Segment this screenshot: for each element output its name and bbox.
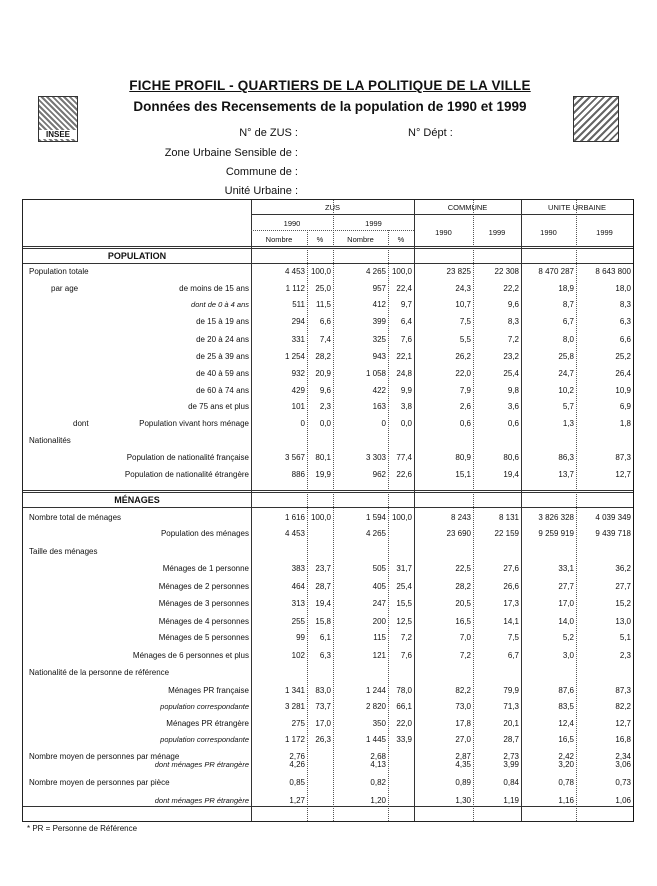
- table-cell: 511: [292, 300, 305, 309]
- table-cell: 505: [372, 564, 386, 573]
- table-cell: 71,3: [503, 702, 519, 711]
- row-sublabel: Ménages de 6 personnes et plus: [132, 651, 249, 660]
- table-cell: 28,7: [315, 582, 331, 591]
- year-zus-1990: 1990: [283, 219, 301, 228]
- table-cell: 8 131: [498, 513, 519, 522]
- table-cell: 4 453: [284, 529, 305, 538]
- table-cell: 8,3: [507, 317, 519, 326]
- dept-number-label: N° Dépt :: [408, 127, 453, 139]
- table-cell: 2,6: [459, 402, 471, 411]
- table-cell: 4 265: [365, 267, 386, 276]
- table-cell: 25,4: [396, 582, 412, 591]
- table-cell: 23 690: [446, 529, 471, 538]
- table-cell: 100,0: [310, 513, 331, 522]
- table-cell: 22,4: [396, 284, 412, 293]
- table-cell: 24,8: [396, 369, 412, 378]
- table-cell: 66,1: [396, 702, 412, 711]
- table-cell: 18,9: [558, 284, 574, 293]
- sub-nombre-1990: Nombre: [265, 235, 293, 244]
- table-cell: 28,7: [503, 735, 519, 744]
- table-cell: 943: [372, 352, 386, 361]
- table-cell: 2,68: [370, 752, 386, 761]
- table-cell: 80,1: [315, 453, 331, 462]
- table-cell: 957: [372, 284, 386, 293]
- row-label: Nationalité de la personne de référence: [29, 668, 170, 677]
- table-cell: 247: [372, 599, 386, 608]
- row-sublabel: population correspondante: [160, 735, 249, 744]
- table-cell: 886: [291, 470, 305, 479]
- table-cell: 0,85: [289, 778, 305, 787]
- table-cell: 383: [291, 564, 305, 573]
- table-cell: 6,1: [319, 633, 331, 642]
- table-cell: 102: [291, 651, 305, 660]
- table-cell: 19,9: [315, 470, 331, 479]
- table-cell: 25,2: [615, 352, 631, 361]
- table-cell: 24,3: [455, 284, 471, 293]
- table-cell: 0: [381, 419, 386, 428]
- table-cell: 7,0: [459, 633, 471, 642]
- table-cell: 0,0: [319, 419, 331, 428]
- table-cell: 1 172: [284, 735, 305, 744]
- table-cell: 464: [291, 582, 305, 591]
- sub-pct-1990: %: [316, 235, 324, 244]
- table-cell: 9,6: [319, 386, 331, 395]
- table-cell: 28,2: [455, 582, 471, 591]
- table-cell: 83,0: [315, 686, 331, 695]
- table-cell: 1,20: [370, 796, 386, 805]
- table-cell: 1,19: [503, 796, 519, 805]
- table-cell: 22,0: [396, 719, 412, 728]
- row-sublabel: dont ménages PR étrangère: [154, 760, 249, 769]
- table-cell: 99: [296, 633, 305, 642]
- table-cell: 1 244: [365, 686, 386, 695]
- table-cell: 7,4: [319, 335, 331, 344]
- table-cell: 2,3: [619, 651, 631, 660]
- table-cell: 6,6: [319, 317, 331, 326]
- table-cell: 3,6: [507, 402, 519, 411]
- table-cell: 4 265: [365, 529, 386, 538]
- table-cell: 255: [291, 617, 305, 626]
- table-cell: 83,5: [558, 702, 574, 711]
- table-cell: 6,3: [319, 651, 331, 660]
- table-cell: 1,16: [558, 796, 574, 805]
- table-cell: 7,6: [400, 651, 412, 660]
- table-cell: 100,0: [391, 513, 412, 522]
- row-sublabel: de 25 à 39 ans: [196, 352, 249, 361]
- table-cell: 87,3: [615, 453, 631, 462]
- table-cell: 0,84: [503, 778, 519, 787]
- table-cell: 25,4: [503, 369, 519, 378]
- row-label: Nombre total de ménages: [29, 513, 122, 522]
- table-cell: 12,7: [615, 470, 631, 479]
- table-cell: 3,0: [562, 651, 574, 660]
- table-cell: 18,0: [615, 284, 631, 293]
- table-cell: 0,89: [455, 778, 471, 787]
- table-cell: 8,3: [619, 300, 631, 309]
- table-cell: 26,3: [315, 735, 331, 744]
- table-cell: 13,7: [558, 470, 574, 479]
- table-cell: 15,1: [455, 470, 471, 479]
- table-cell: 16,5: [455, 617, 471, 626]
- zus-number-label: N° de ZUS :: [239, 127, 298, 139]
- table-cell: 19,4: [315, 599, 331, 608]
- table-cell: 7,9: [459, 386, 471, 395]
- table-cell: 24,7: [558, 369, 574, 378]
- table-cell: 23,2: [503, 352, 519, 361]
- table-cell: 26,2: [455, 352, 471, 361]
- year-commune-1999: 1999: [488, 228, 506, 237]
- table-cell: 405: [372, 582, 386, 591]
- insee-logo: [38, 96, 78, 142]
- ville-logo: [573, 96, 619, 142]
- table-cell: 16,5: [558, 735, 574, 744]
- table-cell: 1 254: [284, 352, 305, 361]
- table-cell: 4,13: [370, 760, 386, 769]
- table-cell: 11,5: [316, 300, 331, 309]
- table-cell: 22,1: [396, 352, 412, 361]
- table-cell: 7,5: [507, 633, 519, 642]
- row-sublabel: de moins de 15 ans: [179, 284, 249, 293]
- row-sublabel: dont de 0 à 4 ans: [191, 300, 249, 309]
- table-cell: 16,8: [615, 735, 631, 744]
- table-cell: 22,0: [455, 369, 471, 378]
- table-cell: 26,6: [503, 582, 519, 591]
- table-cell: 15,5: [396, 599, 412, 608]
- row-sublabel: de 15 à 19 ans: [196, 317, 249, 326]
- table-cell: 17,8: [455, 719, 471, 728]
- table-cell: 0,6: [507, 419, 519, 428]
- table-cell: 82,2: [615, 702, 631, 711]
- table-cell: 3 567: [284, 453, 305, 462]
- table-cell: 2,34: [615, 752, 631, 761]
- table-cell: 429: [291, 386, 305, 395]
- row-sublabel: de 75 ans et plus: [188, 402, 249, 411]
- table-cell: 0,73: [615, 778, 631, 787]
- table-cell: 0,0: [400, 419, 412, 428]
- table-cell: 5,1: [619, 633, 631, 642]
- table-cell: 4,35: [455, 760, 471, 769]
- table-cell: 73,7: [315, 702, 331, 711]
- table-cell: 22,5: [455, 564, 471, 573]
- table-cell: 1,06: [615, 796, 631, 805]
- table-cell: 8,0: [562, 335, 574, 344]
- table-cell: 294: [291, 317, 305, 326]
- row-sublabel: Population des ménages: [160, 529, 249, 538]
- table-cell: 25,8: [558, 352, 574, 361]
- table-cell: 331: [291, 335, 305, 344]
- table-cell: 1,27: [289, 796, 305, 805]
- row-sublabel: de 40 à 59 ans: [196, 369, 249, 378]
- row-label: Taille des ménages: [29, 547, 98, 556]
- row-sublabel: Ménages de 2 personnes: [158, 582, 249, 591]
- table-cell: 2,87: [455, 752, 471, 761]
- row-sublabel: population correspondante: [160, 702, 249, 711]
- table-cell: 200: [372, 617, 386, 626]
- table-cell: 10,2: [558, 386, 574, 395]
- table-cell: 27,7: [615, 582, 631, 591]
- table-cell: 7,5: [459, 317, 471, 326]
- table-cell: 8 243: [450, 513, 471, 522]
- table-cell: 22 308: [494, 267, 519, 276]
- table-cell: 20,1: [503, 719, 519, 728]
- row-label: Nationalités: [29, 436, 71, 445]
- table-cell: 22,2: [503, 284, 519, 293]
- row-sublabel: Population de nationalité française: [126, 453, 249, 462]
- group-commune: COMMUNE: [447, 203, 488, 212]
- table-cell: 19,4: [503, 470, 519, 479]
- table-cell: 9,8: [507, 386, 519, 395]
- table-cell: 1,30: [455, 796, 471, 805]
- table-cell: 13,0: [615, 617, 631, 626]
- table-cell: 100,0: [310, 267, 331, 276]
- table-cell: 3 303: [365, 453, 386, 462]
- table-cell: 313: [291, 599, 305, 608]
- table-cell: 1 058: [365, 369, 386, 378]
- table-cell: 4 039 349: [595, 513, 631, 522]
- table-cell: 0,82: [370, 778, 386, 787]
- row-sublabel: dont ménages PR étrangère: [154, 796, 249, 805]
- table-cell: 1,8: [619, 419, 631, 428]
- row-sublabel: Population de nationalité étrangère: [124, 470, 249, 479]
- table-cell: 87,6: [558, 686, 574, 695]
- table-cell: 9,6: [507, 300, 519, 309]
- table-cell: 3,06: [615, 760, 631, 769]
- table-cell: 12,5: [396, 617, 412, 626]
- table-cell: 20,5: [455, 599, 471, 608]
- table-cell: 14,1: [503, 617, 519, 626]
- row-sublabel: de 60 à 74 ans: [196, 386, 249, 395]
- table-cell: 275: [291, 719, 305, 728]
- table-cell: 3,20: [558, 760, 574, 769]
- table-cell: 80,9: [455, 453, 471, 462]
- table-cell: 6,6: [619, 335, 631, 344]
- table-cell: 27,7: [558, 582, 574, 591]
- table-cell: 10,7: [455, 300, 471, 309]
- table-cell: 12,7: [615, 719, 631, 728]
- group-zus: ZUS: [325, 203, 340, 212]
- table-cell: 23 825: [446, 267, 471, 276]
- table-cell: 5,2: [562, 633, 574, 642]
- section-menages: MÉNAGES: [114, 495, 160, 505]
- table-cell: 31,7: [396, 564, 412, 573]
- table-cell: 8,7: [562, 300, 574, 309]
- table-cell: 9,9: [400, 386, 412, 395]
- table-cell: 6,7: [507, 651, 519, 660]
- row-sublabel: Ménages de 3 personnes: [158, 599, 249, 608]
- table-cell: 1 112: [285, 284, 305, 293]
- table-cell: 6,3: [619, 317, 631, 326]
- table-cell: 78,0: [396, 686, 412, 695]
- table-cell: 27,0: [455, 735, 471, 744]
- table-cell: 73,0: [455, 702, 471, 711]
- data-table: [22, 199, 634, 822]
- table-cell: 27,6: [503, 564, 519, 573]
- table-cell: 0,78: [558, 778, 574, 787]
- table-cell: 6,4: [400, 317, 412, 326]
- table-cell: 87,3: [615, 686, 631, 695]
- table-cell: 4 453: [284, 267, 305, 276]
- table-cell: 1 445: [365, 735, 386, 744]
- table-cell: 7,2: [400, 633, 412, 642]
- row-label: Nombre moyen de personnes par pièce: [29, 778, 170, 787]
- row-sublabel: Ménages de 5 personnes: [158, 633, 249, 642]
- table-cell: 82,2: [455, 686, 471, 695]
- table-cell: 9 259 919: [538, 529, 574, 538]
- zus-name-label: Zone Urbaine Sensible de :: [164, 147, 298, 159]
- table-cell: 1,3: [562, 419, 574, 428]
- table-cell: 350: [372, 719, 386, 728]
- table-cell: 2,3: [319, 402, 331, 411]
- table-cell: 932: [291, 369, 305, 378]
- table-cell: 77,4: [396, 453, 412, 462]
- table-cell: 17,0: [315, 719, 331, 728]
- table-cell: 115: [373, 633, 386, 642]
- table-cell: 36,2: [615, 564, 631, 573]
- table-cell: 101: [291, 402, 305, 411]
- table-cell: 79,9: [503, 686, 519, 695]
- table-cell: 422: [372, 386, 386, 395]
- row-label: Population totale: [29, 267, 89, 276]
- table-cell: 23,7: [315, 564, 331, 573]
- table-cell: 3 281: [284, 702, 305, 711]
- row-sublabel: Ménages de 4 personnes: [158, 617, 249, 626]
- row-sublabel: Ménages PR française: [168, 686, 249, 695]
- table-cell: 325: [372, 335, 386, 344]
- commune-label: Commune de :: [225, 166, 298, 178]
- sub-nombre-1999: Nombre: [347, 235, 374, 244]
- table-cell: 3,99: [503, 760, 519, 769]
- table-cell: 33,1: [558, 564, 574, 573]
- table-cell: 7,2: [459, 651, 471, 660]
- table-cell: 22 159: [494, 529, 519, 538]
- table-cell: 80,6: [503, 453, 519, 462]
- table-cell: 7,6: [400, 335, 412, 344]
- table-cell: 7,2: [507, 335, 519, 344]
- table-cell: 962: [372, 470, 386, 479]
- table-cell: 10,9: [615, 386, 631, 395]
- table-cell: 2 820: [365, 702, 386, 711]
- table-cell: 100,0: [391, 267, 412, 276]
- footnote: * PR = Personne de Référence: [27, 824, 138, 833]
- table-cell: 0,6: [459, 419, 471, 428]
- table-cell: 399: [372, 317, 386, 326]
- table-cell: 1 594: [365, 513, 386, 522]
- table-cell: 14,0: [558, 617, 574, 626]
- table-cell: 15,8: [315, 617, 331, 626]
- group-unite-urbaine: UNITE URBAINE: [548, 203, 606, 212]
- table-cell: 4,26: [289, 760, 305, 769]
- table-cell: 20,9: [315, 369, 331, 378]
- row-sublabel: de 20 à 24 ans: [196, 335, 249, 344]
- row-label: Nombre moyen de personnes par ménage: [29, 752, 180, 761]
- unite-urbaine-label: Unité Urbaine :: [224, 185, 298, 197]
- sub-pct-1999: %: [397, 235, 405, 244]
- table-cell: 9,7: [400, 300, 412, 309]
- table-cell: 26,4: [615, 369, 631, 378]
- row-sublabel: Ménages de 1 personne: [162, 564, 249, 573]
- table-cell: 28,2: [315, 352, 331, 361]
- page-title: FICHE PROFIL - QUARTIERS DE LA POLITIQUE DE LA VILLE: [129, 78, 531, 93]
- table-cell: 17,3: [503, 599, 519, 608]
- table-cell: 1 341: [284, 686, 305, 695]
- table-cell: 2,76: [289, 752, 305, 761]
- table-cell: 1 616: [284, 513, 305, 522]
- table-cell: 17,0: [558, 599, 574, 608]
- table-cell: 9 439 718: [595, 529, 631, 538]
- table-cell: 412: [372, 300, 386, 309]
- table-cell: 12,4: [558, 719, 574, 728]
- row-sublabel: Population vivant hors ménage: [139, 419, 249, 428]
- table-cell: 0: [300, 419, 305, 428]
- year-uu-1990: 1990: [540, 228, 557, 237]
- section-population: POPULATION: [107, 251, 167, 261]
- table-cell: 33,9: [396, 735, 412, 744]
- year-commune-1990: 1990: [435, 228, 452, 237]
- table-cell: 2,73: [503, 752, 519, 761]
- table-cell: 6,7: [562, 317, 574, 326]
- table-cell: 6,9: [619, 402, 631, 411]
- table-cell: 3,8: [400, 402, 412, 411]
- year-zus-1999: 1999: [365, 219, 382, 228]
- table-cell: 121: [372, 651, 386, 660]
- table-cell: 2,42: [558, 752, 574, 761]
- table-cell: 163: [372, 402, 386, 411]
- row-label: dont: [73, 419, 89, 428]
- table-cell: 5,5: [459, 335, 471, 344]
- page-subtitle: Données des Recensements de la population de 1990 et 1999: [133, 99, 527, 114]
- table-cell: 3 826 328: [538, 513, 574, 522]
- table-cell: 86,3: [558, 453, 574, 462]
- year-uu-1999: 1999: [596, 228, 613, 237]
- row-sublabel: Ménages PR étrangère: [166, 719, 249, 728]
- table-cell: 8 643 800: [595, 267, 631, 276]
- table-cell: 8 470 287: [538, 267, 574, 276]
- table-cell: 5,7: [562, 402, 574, 411]
- row-label: par age: [51, 284, 79, 293]
- table-cell: 15,2: [615, 599, 631, 608]
- table-cell: 22,6: [396, 470, 412, 479]
- table-cell: 25,0: [315, 284, 331, 293]
- insee-logo-text: INSEE: [39, 130, 77, 139]
